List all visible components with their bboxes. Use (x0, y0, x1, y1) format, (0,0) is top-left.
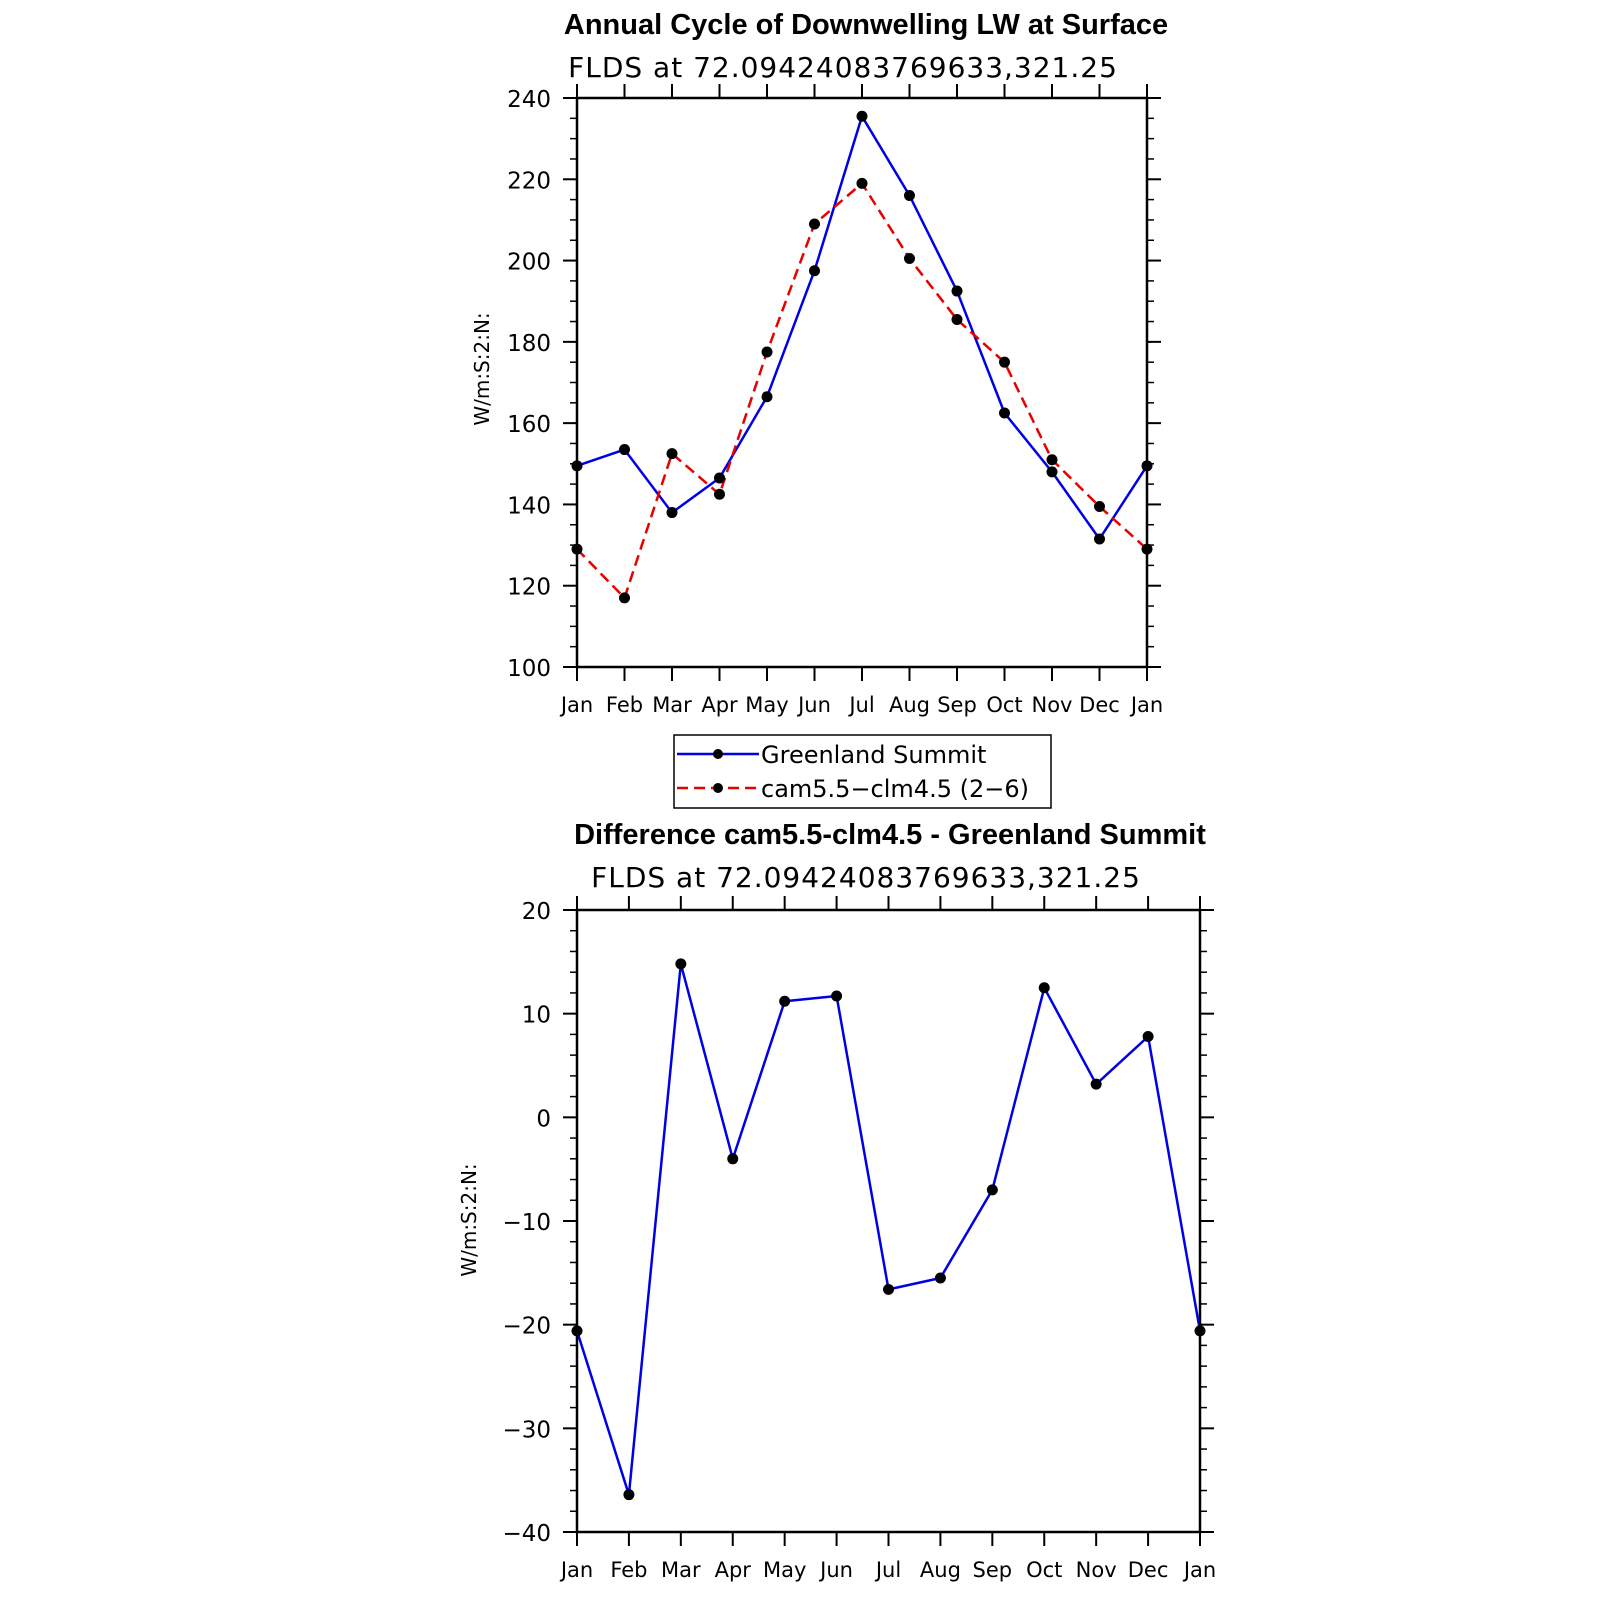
data-point (999, 357, 1010, 368)
chart-2-title: Difference cam5.5-clm4.5 - Greenland Summit (574, 819, 1206, 851)
data-point (904, 253, 915, 264)
chart-1-subtitle: FLDS at 72.09424083769633,321.25 (568, 51, 1118, 84)
x-tick-label: Jun (820, 1558, 853, 1582)
data-point (999, 407, 1010, 418)
x-tick-label: Nov (1031, 693, 1073, 717)
y-tick-label: 120 (507, 574, 551, 601)
data-point (935, 1273, 946, 1284)
data-point (1094, 533, 1105, 544)
chart-2-ticks (563, 896, 1214, 1546)
data-point (714, 489, 725, 500)
data-point (809, 265, 820, 276)
data-point (1091, 1079, 1102, 1090)
data-point (904, 190, 915, 201)
chart-2-frame (577, 910, 1200, 1532)
data-point (1047, 454, 1058, 465)
chart-difference (457, 819, 1216, 1582)
y-tick-label: 20 (521, 899, 551, 925)
chart-2-plot-area (572, 958, 1206, 1500)
series-line-2-1 (577, 964, 1200, 1495)
x-tick-label: Oct (986, 693, 1023, 717)
data-point (714, 473, 725, 484)
x-tick-label: Jun (798, 693, 831, 717)
chart-1-y-tick-labels (507, 87, 551, 682)
data-point (727, 1153, 738, 1164)
chart-1-title: Annual Cycle of Downwelling LW at Surface (563, 9, 1169, 41)
y-tick-label: 220 (507, 168, 551, 195)
data-point (952, 314, 963, 325)
data-point (675, 958, 686, 969)
chart-2-x-tick-labels (559, 1558, 1216, 1582)
data-point (779, 996, 790, 1007)
y-tick-label: −10 (502, 1210, 551, 1236)
x-tick-label: May (745, 693, 789, 717)
data-point (1143, 1031, 1154, 1042)
data-point (619, 444, 630, 455)
x-tick-label: Jan (560, 693, 594, 717)
chart-1-x-tick-labels (559, 693, 1163, 717)
data-point (987, 1184, 998, 1195)
y-tick-label: −40 (502, 1521, 551, 1547)
y-tick-label: 140 (507, 493, 551, 520)
data-point (883, 1284, 894, 1295)
data-point (762, 391, 773, 402)
y-tick-label: 200 (507, 249, 551, 276)
data-point (762, 347, 773, 358)
chart-1-ticks (563, 84, 1161, 681)
x-tick-label: Feb (605, 693, 644, 717)
x-tick-label: Sep (937, 693, 977, 717)
data-point (623, 1489, 634, 1500)
x-tick-label: Jan (560, 1558, 594, 1582)
x-tick-label: Jan (1183, 1558, 1217, 1582)
data-point (857, 111, 868, 122)
y-tick-label: −30 (502, 1417, 551, 1444)
x-tick-label: Jul (875, 1558, 902, 1582)
y-tick-label: 240 (507, 87, 551, 113)
data-point (809, 218, 820, 229)
data-point (952, 286, 963, 297)
legend-marker-greenland-summit (713, 749, 723, 759)
y-tick-label: 160 (507, 412, 551, 439)
legend-label-greenland-summit: Greenland Summit (761, 741, 987, 769)
x-tick-label: Mar (661, 1558, 701, 1582)
x-tick-label: Mar (652, 693, 692, 717)
data-point (857, 178, 868, 189)
y-tick-label: −20 (502, 1313, 551, 1340)
x-tick-label: Aug (919, 1558, 961, 1582)
chart-2-y-tick-labels (502, 899, 551, 1547)
x-tick-label: Feb (610, 1558, 648, 1582)
legend-marker-cam55-clm45 (713, 783, 723, 793)
data-point (831, 991, 842, 1002)
x-tick-label: May (762, 1558, 807, 1582)
data-point (1047, 466, 1058, 477)
chart-1-plot-area (572, 111, 1153, 604)
y-tick-label: 180 (507, 330, 551, 357)
x-tick-label: Jan (1130, 693, 1164, 717)
chart-1-y-axis-label: W/m:S:2:N: (470, 312, 494, 426)
y-tick-label: 10 (521, 1002, 551, 1029)
x-tick-label: Oct (1026, 1558, 1063, 1582)
data-point (1094, 501, 1105, 512)
legend-label-cam55-clm45: cam5.5−clm4.5 (2−6) (761, 775, 1029, 803)
chart-2-y-axis-label: W/m:S:2:N: (457, 1163, 481, 1277)
x-tick-label: Apr (701, 693, 738, 717)
x-tick-label: Dec (1127, 1558, 1169, 1582)
x-tick-label: Jul (849, 693, 875, 717)
data-point (1039, 982, 1050, 993)
chart-1-legend (674, 735, 1051, 808)
x-tick-label: Aug (888, 693, 931, 717)
chart-2-subtitle: FLDS at 72.09424083769633,321.25 (591, 861, 1141, 894)
y-tick-label: 0 (536, 1106, 551, 1133)
x-tick-label: Sep (972, 1558, 1013, 1582)
chart-annual-cycle (470, 9, 1168, 808)
series-line-1-2 (577, 183, 1147, 598)
y-tick-label: 100 (507, 656, 551, 682)
x-tick-label: Nov (1075, 1558, 1117, 1582)
x-tick-label: Dec (1079, 693, 1120, 717)
data-point (619, 592, 630, 603)
data-point (667, 507, 678, 518)
data-point (667, 448, 678, 459)
x-tick-label: Apr (714, 1558, 751, 1582)
